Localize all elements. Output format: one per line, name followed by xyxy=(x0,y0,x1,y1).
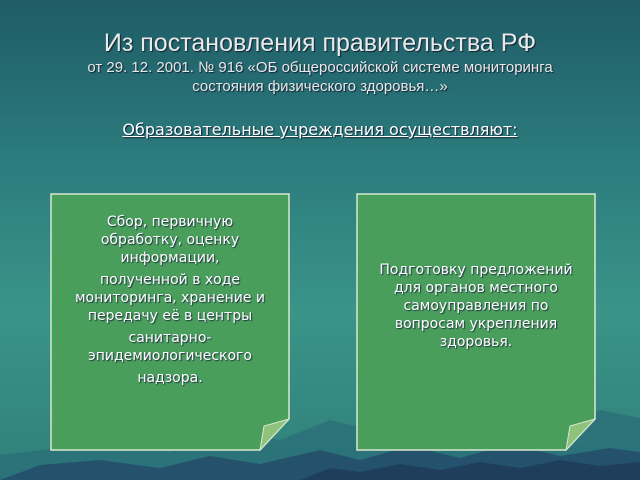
card-left-line-1: Сбор, первичную xyxy=(106,214,234,230)
card-left-line-8: эпидемиологического xyxy=(88,348,252,364)
card-left-line-2: обработку, оценку xyxy=(100,232,240,248)
card-left-line-5: мониторинга, хранение и xyxy=(74,290,265,306)
card-left-line-3: информации, xyxy=(120,250,220,266)
title-sub-line2: состояния физического здоровья…» xyxy=(192,78,448,95)
card-right-line-5: здоровья. xyxy=(439,334,513,350)
title-main: Из постановления правительства РФ xyxy=(103,29,537,57)
slide-subtitle: Образовательные учреждения осуществляют: xyxy=(122,120,518,139)
title-sub-line1: от 29. 12. 2001. № 916 «ОБ общероссийской системе мониторинга xyxy=(87,59,553,76)
card-left-line-6: передачу её в центры xyxy=(87,308,253,324)
slide-title xyxy=(20,28,620,96)
card-left-line-9: надзора. xyxy=(137,370,203,386)
card-right-line-2: для органов местного xyxy=(394,280,558,296)
card-left-line-7: санитарно- xyxy=(128,330,212,346)
card-left-line-4: полученной в ходе xyxy=(99,272,241,288)
card-right-line-4: вопросам укрепления xyxy=(394,316,558,332)
card-left xyxy=(50,193,290,451)
card-right-line-3: самоуправления по xyxy=(403,298,549,314)
card-right-line-1: Подготовку предложений xyxy=(379,262,573,278)
card-right xyxy=(356,193,596,451)
